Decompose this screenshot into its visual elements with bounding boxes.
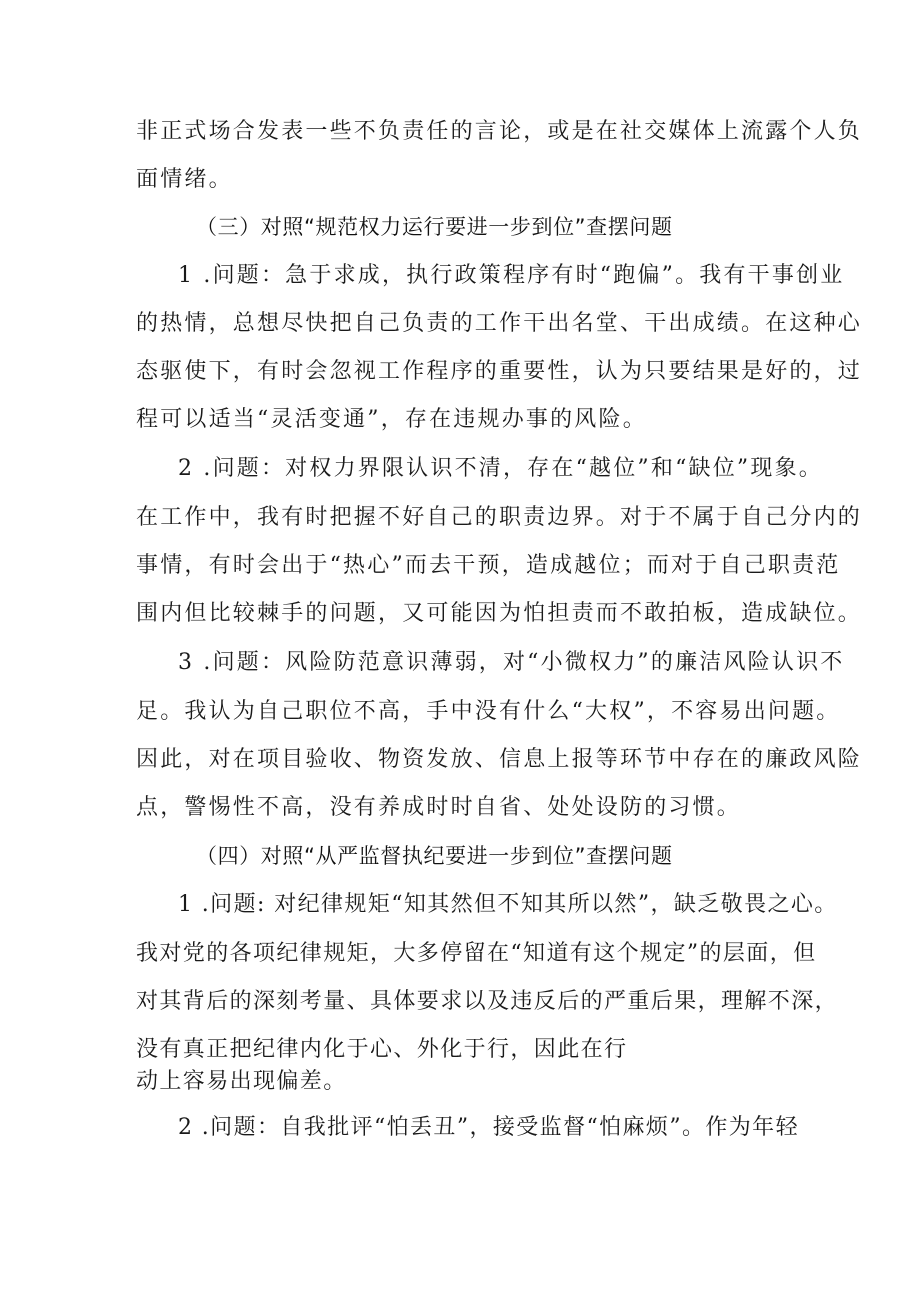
paragraph-line: 3 .问题：风险防范意识薄弱，对“小微权力”的廉洁风险认识不 [178, 650, 845, 675]
paragraph-line: 因此，对在项目验收、物资发放、信息上报等环节中存在的廉政风险 [136, 747, 863, 772]
paragraph-line: 2 .问题：对权力界限认识不清，存在“越位”和“缺位”现象。 [178, 456, 823, 481]
paragraph-line: 足。我认为自己职位不高，手中没有什么“大权”，不容易出问题。 [136, 699, 841, 724]
paragraph-line: 程可以适当“灵活变通”，存在违规办事的风险。 [136, 407, 647, 432]
section-heading-4: （四）对照“从严监督执纪要进一步到位”查摆问题 [196, 844, 673, 868]
paragraph-line: 在工作中，我有时把握不好自己的职责边界。对于不属于自己分内的 [136, 505, 863, 530]
paragraph-line: 点，警惕性不高，没有养成时时自省、处处设防的习惯。 [136, 795, 742, 820]
paragraph-line: 事情，有时会出于“热心”而去干预，造成越位；而对于自己职责范 [136, 553, 841, 578]
paragraph-line: 的热情，总想尽快把自己负责的工作干出名堂、干出成绩。在这种心 [136, 311, 863, 336]
paragraph-line: 态驱使下，有时会忽视工作程序的重要性，认为只要结果是好的，过 [136, 359, 863, 384]
paragraph-line: 没有真正把纪律内化于心、外化于行，因此在行 [136, 1037, 628, 1062]
paragraph-line: 2 .问题：自我批评“怕丢丑”，接受监督“怕麻烦”。作为年轻 [178, 1115, 799, 1140]
paragraph-line: 对其背后的深刻考量、具体要求以及违反后的严重后果，理解不深， [136, 989, 839, 1014]
paragraph-line: 围内但比较棘手的问题，又可能因为怕担责而不敢拍板，造成缺位。 [136, 601, 863, 626]
paragraph-line: 1 .问题：急于求成，执行政策程序有时“跑偏”。我有干事创业 [178, 263, 845, 288]
paragraph-line: 1 .问题: 对纪律规矩“知其然但不知其所以然”，缺乏敬畏之心。 [178, 892, 838, 917]
paragraph-line: 我对党的各项纪律规矩，大多停留在“知道有这个规定”的层面，但 [136, 941, 817, 966]
paragraph-line: 面情绪。 [136, 167, 233, 192]
paragraph-line: 动上容易出现偏差。 [136, 1069, 347, 1094]
section-heading-3: （三）对照“规范权力运行要进一步到位”查摆问题 [196, 215, 673, 239]
paragraph-line: 非正式场合发表一些不负责任的言论，或是在社交媒体上流露个人负 [136, 119, 863, 144]
